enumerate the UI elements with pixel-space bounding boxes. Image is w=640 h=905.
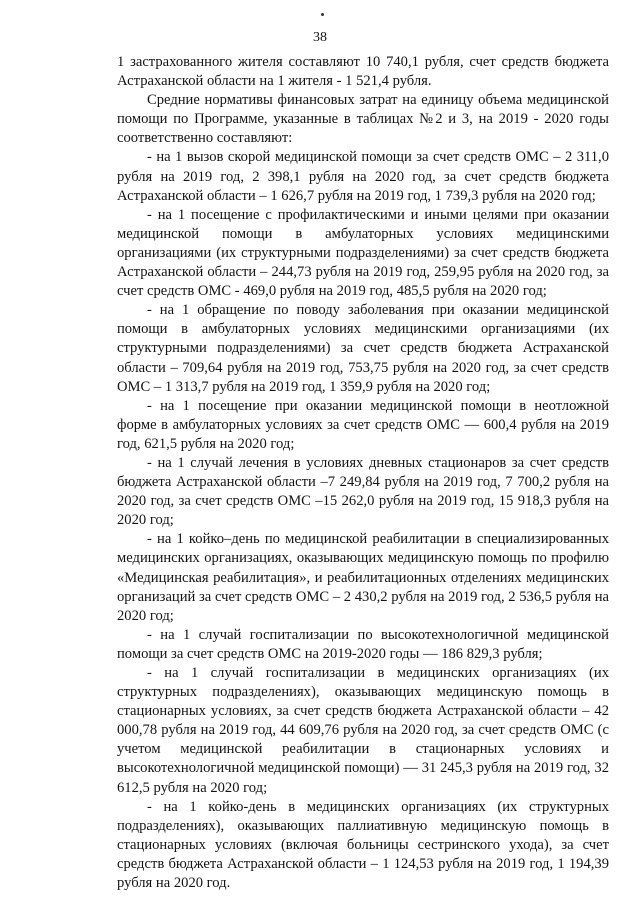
list-item: - на 1 койко–день по медицинской реабилитации в специализированных медицинских организациях, оказывающих медицинскую помощь по профилю «Медицинская реабилитация», и реабилитационных отделениях медицинских организаций за счет средств ОМС – 2 430,2 рубля на 2019 год, 2 536,5 рубля на 2020 год;	[117, 531, 609, 624]
list-item: - на 1 посещение при оказании медицинской помощи в неотложной форме в амбулаторных условиях за счет средств ОМС — 600,4 рубля на 2019 год, 621,5 рубля на 2020 год;	[117, 397, 609, 452]
paragraph: Средние нормативы финансовых затрат на единицу объема медицинской помощи по Программе, указанные в таблицах №2 и 3, на 2019 - 2020 годы соответственно составляют:	[117, 92, 609, 147]
paragraph: 1 застрахованного жителя составляют 10 740,1 рубля, счет средств бюджета Астраханской области на 1 жителя - 1 521,4 рубля.	[117, 54, 609, 90]
list-item: - на 1 случай госпитализации в медицинских организациях (их структурных подразделениях), оказывающих медицинскую помощь в стационарных условиях, за счет средств бюджета Астраханской области – 42 000,78 рубля на 2019 год, 44 609,76 рубля на 2020 год, за счет средств ОМС (с учетом медицинской реабилитации в стационарных условиях и высокотехнологичной медицинской помощи) — 31 245,3 рубля на 2019 год, 32 612,5 рубля на 2020 год;	[117, 665, 609, 796]
document-body	[117, 53, 609, 893]
list-item: - на 1 случай лечения в условиях дневных стационаров за счет средств бюджета Астраханской области –7 249,84 рубля на 2019 год, 7 700,2 рубля на 2020 год, за счет средств ОМС –15 262,0 рубля на 2019 год, 15 918,3 рубля на 2020 год;	[117, 454, 609, 529]
page-number: 38	[313, 30, 327, 45]
scan-mark	[321, 13, 324, 16]
list-item: - на 1 койко-день в медицинских организациях (их структурных подразделениях), оказывающих паллиативную медицинскую помощь в стационарных условиях (включая больницы сестринского ухода), за счет средств бюджета Астраханской области – 1 124,53 рубля на 2019 год, 1 194,39 рубля на 2020 год.	[117, 798, 609, 892]
list-item: - на 1 случай госпитализации по высокотехнологичной медицинской помощи за счет средств ОМС на 2019-2020 годы — 186 829,3 рубля;	[117, 626, 609, 662]
list-item: - на 1 обращение по поводу заболевания при оказании медицинской помощи в амбулаторных условиях медицинскими организациями (их структурными подразделениями) за счет средств бюджета Астраханской области – 709,64 рубля на 2019 год, 753,75 рубля на 2020 год, за счет средств ОМС – 1 313,7 рубля на 2019 год, 1 359,9 рубля на 2020 год;	[117, 302, 609, 395]
list-item: - на 1 посещение с профилактическими и иными целями при оказании медицинской помощи в амбулаторных условиях медицинскими организациями (их структурными подразделениями) за счет средств бюджета Астраханской области – 244,73 рубля на 2019 год, 259,95 рубля на 2020 год, за счет средств ОМС - 469,0 рубля на 2019 год, 485,5 рубля на 2020 год;	[117, 206, 609, 300]
list-item: - на 1 вызов скорой медицинской помощи за счет средств ОМС – 2 311,0 рубля на 2019 год, 2 398,1 рубля на 2020 год, за счет средств бюджета Астраханской области – 1 626,7 рубля на 2019 год, 1 739,3 рубля на 2020 год;	[117, 149, 609, 204]
